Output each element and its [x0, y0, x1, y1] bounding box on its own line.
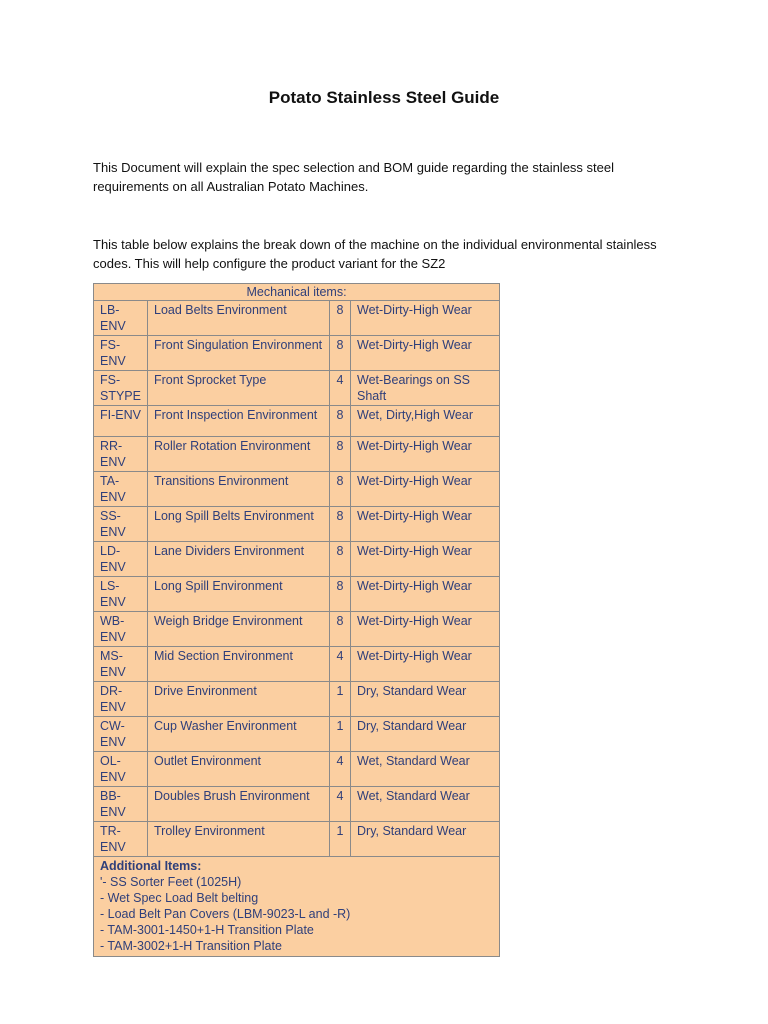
environment-name-cell: Front Sprocket Type — [148, 371, 330, 406]
additional-items-cell — [94, 857, 500, 957]
table-row — [94, 787, 500, 822]
table-row — [94, 472, 500, 507]
condition-cell: Wet-Dirty-High Wear — [351, 301, 500, 336]
condition-cell: Wet, Dirty,High Wear — [351, 406, 500, 437]
quantity-cell: 4 — [330, 752, 351, 787]
condition-cell: Dry, Standard Wear — [351, 822, 500, 857]
document-title: Potato Stainless Steel Guide — [268, 88, 500, 107]
quantity-cell: 4 — [330, 371, 351, 406]
table-row — [94, 406, 500, 437]
table-row — [94, 507, 500, 542]
environment-name-cell: Lane Dividers Environment — [148, 542, 330, 577]
code-cell: LB-ENV — [94, 301, 148, 336]
quantity-cell: 8 — [330, 406, 351, 437]
code-cell: MS-ENV — [94, 647, 148, 682]
table-row — [94, 542, 500, 577]
code-cell: SS-ENV — [94, 507, 148, 542]
condition-cell: Wet-Dirty-High Wear — [351, 542, 500, 577]
environment-name-cell: Front Singulation Environment — [148, 336, 330, 371]
table-row — [94, 336, 500, 371]
code-cell: TR-ENV — [94, 822, 148, 857]
environment-name-cell: Roller Rotation Environment — [148, 437, 330, 472]
quantity-cell: 8 — [330, 437, 351, 472]
intro-paragraph: This Document will explain the spec selection and BOM guide regarding the stainless steel requirements on all Australian Potato Machines. — [93, 160, 614, 194]
environment-name-cell: Doubles Brush Environment — [148, 787, 330, 822]
table-row — [94, 822, 500, 857]
table-row — [94, 612, 500, 647]
condition-cell: Dry, Standard Wear — [351, 717, 500, 752]
table-header-row — [94, 284, 500, 301]
environment-name-cell: Load Belts Environment — [148, 301, 330, 336]
environment-name-cell: Drive Environment — [148, 682, 330, 717]
condition-cell: Wet-Dirty-High Wear — [351, 647, 500, 682]
condition-cell: Wet, Standard Wear — [351, 787, 500, 822]
environment-name-cell: Mid Section Environment — [148, 647, 330, 682]
quantity-cell: 8 — [330, 301, 351, 336]
additional-items-row — [94, 857, 500, 957]
additional-item: '- SS Sorter Feet (1025H) — [100, 875, 242, 889]
code-cell: BB-ENV — [94, 787, 148, 822]
table-header: Mechanical items: — [94, 284, 500, 301]
quantity-cell: 4 — [330, 787, 351, 822]
environment-name-cell: Front Inspection Environment — [148, 406, 330, 437]
table-row — [94, 577, 500, 612]
environment-name-cell: Weigh Bridge Environment — [148, 612, 330, 647]
quantity-cell: 8 — [330, 577, 351, 612]
additional-item: - Wet Spec Load Belt belting — [100, 891, 259, 905]
table-row — [94, 647, 500, 682]
code-cell: LD-ENV — [94, 542, 148, 577]
table-row — [94, 371, 500, 406]
table-row — [94, 437, 500, 472]
condition-cell: Wet-Dirty-High Wear — [351, 437, 500, 472]
quantity-cell: 8 — [330, 542, 351, 577]
quantity-cell: 8 — [330, 472, 351, 507]
condition-cell: Wet-Dirty-High Wear — [351, 612, 500, 647]
code-cell: CW-ENV — [94, 717, 148, 752]
code-cell: RR-ENV — [94, 437, 148, 472]
table-row — [94, 717, 500, 752]
table-row — [94, 301, 500, 336]
environment-name-cell: Long Spill Belts Environment — [148, 507, 330, 542]
environment-name-cell: Long Spill Environment — [148, 577, 330, 612]
code-cell: FS-STYPE — [94, 371, 148, 406]
condition-cell: Wet-Dirty-High Wear — [351, 336, 500, 371]
environment-name-cell: Outlet Environment — [148, 752, 330, 787]
stainless-code-table — [93, 283, 500, 957]
condition-cell: Wet-Dirty-High Wear — [351, 577, 500, 612]
quantity-cell: 8 — [330, 612, 351, 647]
quantity-cell: 1 — [330, 717, 351, 752]
additional-item: - Load Belt Pan Covers (LBM-9023-L and -R) — [100, 907, 351, 921]
quantity-cell: 1 — [330, 822, 351, 857]
condition-cell: Wet-Dirty-High Wear — [351, 472, 500, 507]
condition-cell: Wet, Standard Wear — [351, 752, 500, 787]
environment-name-cell: Transitions Environment — [148, 472, 330, 507]
code-cell: DR-ENV — [94, 682, 148, 717]
additional-item: - TAM-3001-1450+1-H Transition Plate — [100, 923, 314, 937]
quantity-cell: 8 — [330, 507, 351, 542]
quantity-cell: 4 — [330, 647, 351, 682]
environment-name-cell: Trolley Environment — [148, 822, 330, 857]
table-intro-paragraph: This table below explains the break down of the machine on the individual environmental stainless codes. This will help configure the product variant for the SZ2 — [93, 237, 657, 271]
code-cell: WB-ENV — [94, 612, 148, 647]
condition-cell: Dry, Standard Wear — [351, 682, 500, 717]
code-cell: OL-ENV — [94, 752, 148, 787]
condition-cell: Wet-Bearings on SS Shaft — [351, 371, 500, 406]
environment-name-cell: Cup Washer Environment — [148, 717, 330, 752]
additional-items-heading: Additional Items: — [100, 859, 202, 873]
code-cell: FI-ENV — [94, 406, 148, 437]
table-row — [94, 752, 500, 787]
quantity-cell: 1 — [330, 682, 351, 717]
additional-item: - TAM-3002+1-H Transition Plate — [100, 939, 282, 953]
code-cell: FS-ENV — [94, 336, 148, 371]
quantity-cell: 8 — [330, 336, 351, 371]
code-cell: TA-ENV — [94, 472, 148, 507]
table-row — [94, 682, 500, 717]
code-cell: LS-ENV — [94, 577, 148, 612]
condition-cell: Wet-Dirty-High Wear — [351, 507, 500, 542]
